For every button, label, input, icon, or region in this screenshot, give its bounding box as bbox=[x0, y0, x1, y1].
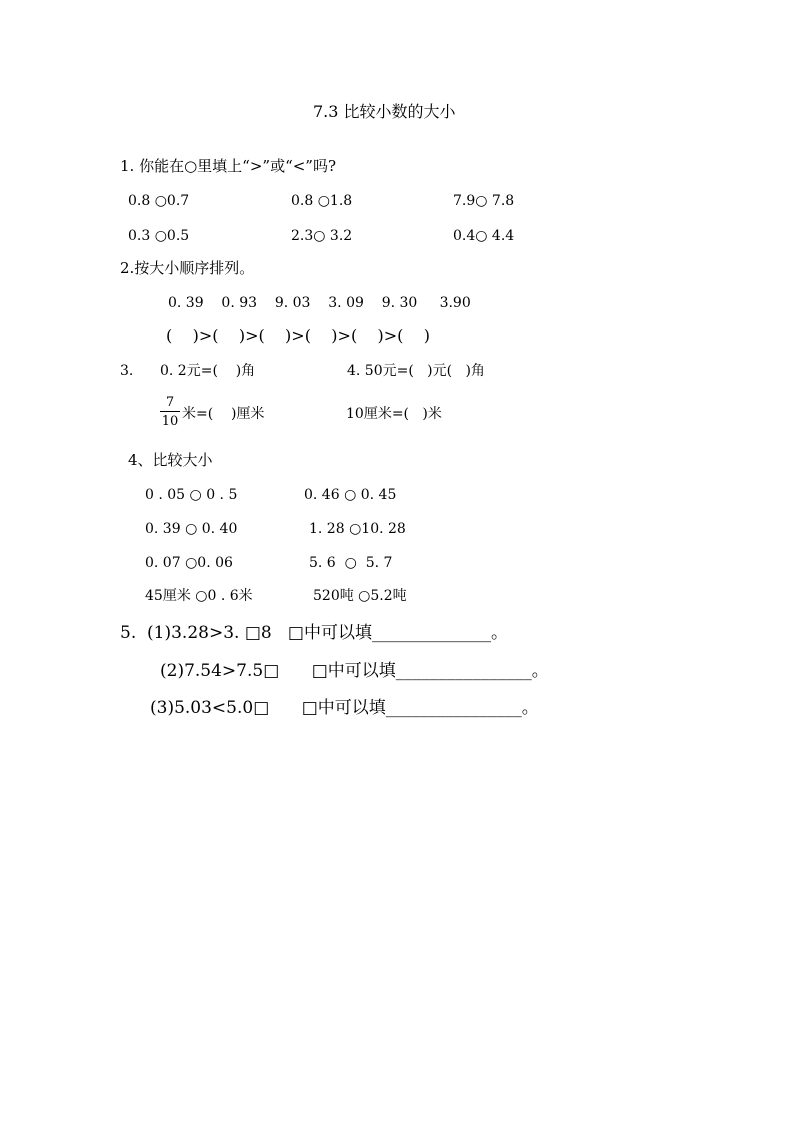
q1-item: 0.8 ○1.8 bbox=[291, 193, 353, 209]
q4-item: 5. 6 ○ 5. 7 bbox=[309, 555, 393, 571]
q1-item: 7.9○ 7.8 bbox=[453, 193, 515, 209]
q3-item: 10厘米=( )米 bbox=[346, 406, 442, 422]
fraction-denominator: 10 bbox=[161, 414, 179, 429]
q5-line: 5. (1)3.28>3. □8 □中可以填______________。 bbox=[120, 623, 508, 643]
q1-heading: 1. 你能在○里填上“>”或“<”吗? bbox=[120, 157, 337, 175]
page-title: 7.3 比较小数的大小 bbox=[313, 102, 456, 121]
q1-item: 0.8 ○0.7 bbox=[128, 193, 190, 209]
q4-item: 520吨 ○5.2吨 bbox=[313, 588, 407, 604]
q1-item: 0.4○ 4.4 bbox=[453, 228, 515, 244]
q4-heading: 4、比较大小 bbox=[128, 451, 213, 469]
q3-item: 0. 2元=( )角 bbox=[160, 363, 256, 379]
q3-item: 4. 50元=( )元( )角 bbox=[347, 363, 485, 379]
q2-order-blanks: ( )>( )>( )>( )>( )>( ) bbox=[166, 326, 430, 345]
q4-item: 1. 28 ○10. 28 bbox=[309, 521, 406, 537]
fraction bbox=[160, 396, 180, 428]
q2-heading: 2.按大小顺序排列。 bbox=[120, 259, 255, 277]
q3-label: 3. bbox=[120, 363, 134, 379]
q1-item: 0.3 ○0.5 bbox=[128, 228, 190, 244]
q5-line: (2)7.54>7.5□ □中可以填________________。 bbox=[160, 661, 549, 681]
q4-item: 0. 07 ○0. 06 bbox=[145, 555, 233, 571]
q3-item: 米=( )厘米 bbox=[182, 406, 265, 422]
q4-item: 0. 39 ○ 0. 40 bbox=[145, 521, 238, 537]
q1-item: 2.3○ 3.2 bbox=[291, 228, 353, 244]
q2-numbers: 0. 39 0. 93 9. 03 3. 09 9. 30 3.90 bbox=[168, 295, 471, 311]
fraction-numerator: 7 bbox=[165, 395, 175, 410]
q4-item: 0. 46 ○ 0. 45 bbox=[304, 487, 397, 503]
q5-line: (3)5.03<5.0□ □中可以填________________。 bbox=[150, 698, 539, 718]
q4-item: 0 . 05 ○ 0 . 5 bbox=[145, 487, 238, 503]
q4-item: 45厘米 ○0 . 6米 bbox=[145, 588, 253, 604]
